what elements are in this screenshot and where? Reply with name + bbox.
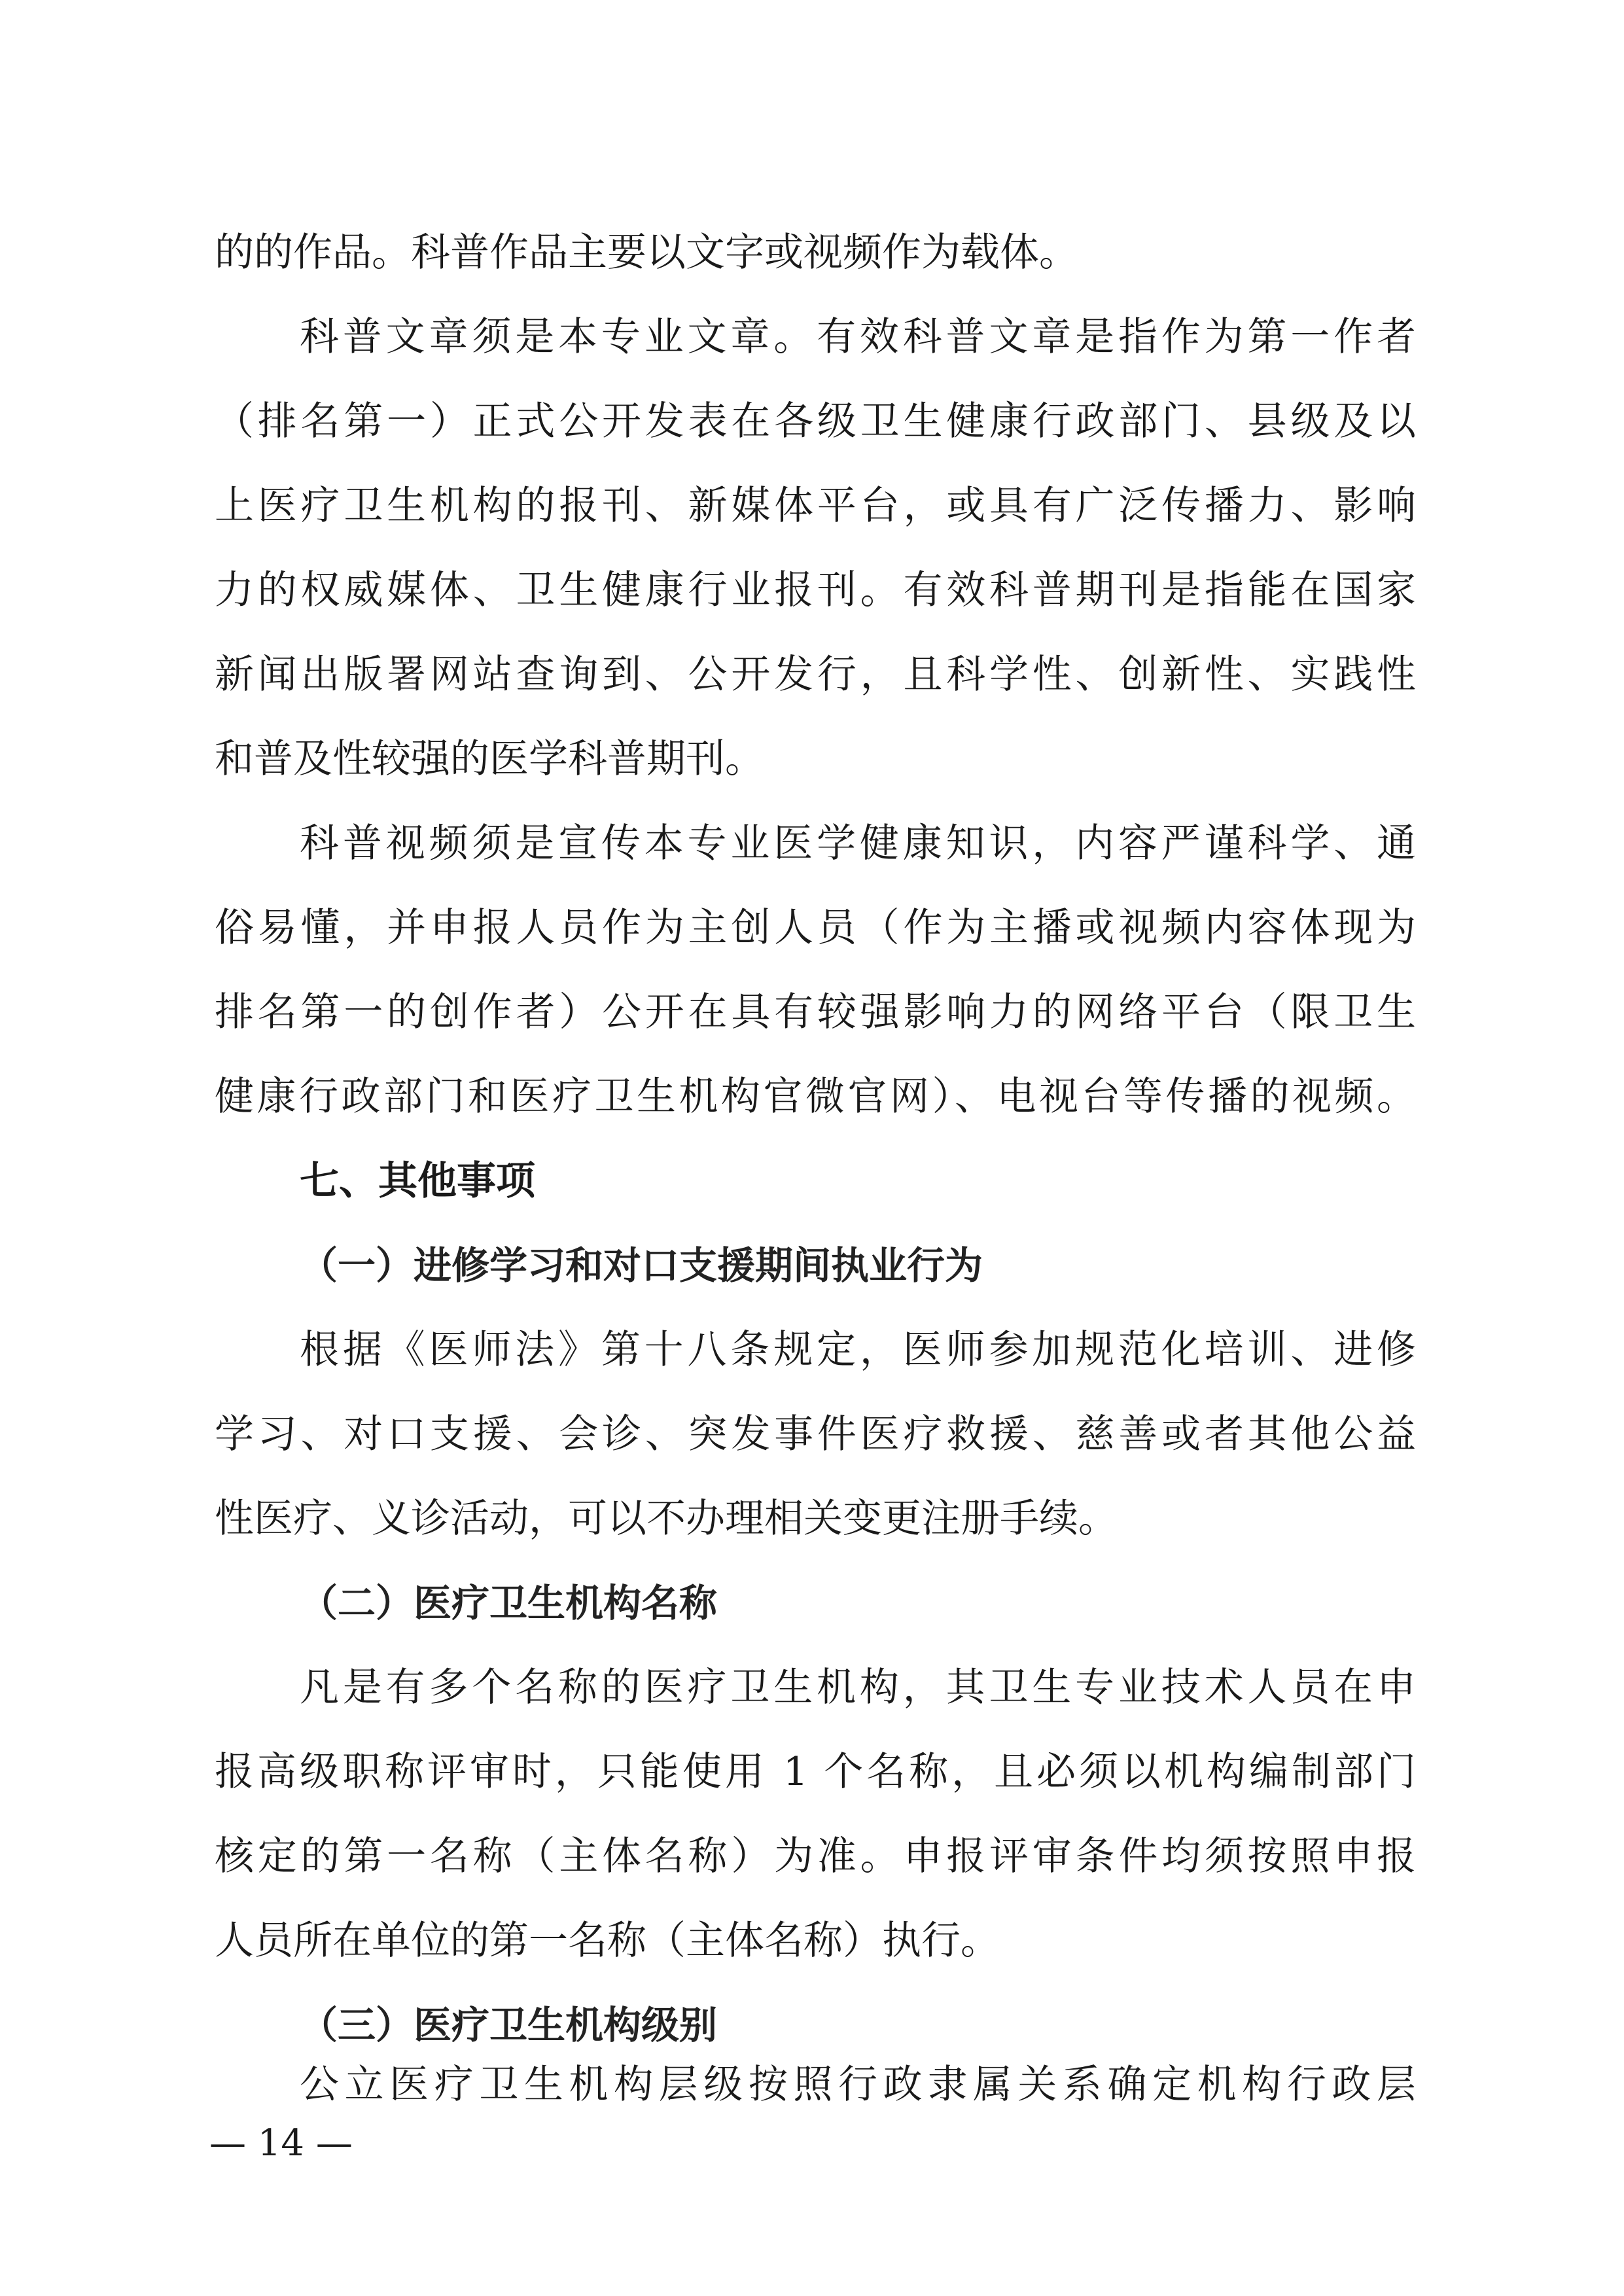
paragraph-line: 报高级职称评审时，只能使用 1 个名称，且必须以机构编制部门	[215, 1749, 1416, 1795]
paragraph-line: 科普视频须是宣传本专业医学健康知识，内容严谨科学、通	[300, 821, 1416, 866]
paragraph-line: 上医疗卫生机构的报刊、新媒体平台，或具有广泛传播力、影响	[215, 483, 1416, 529]
paragraph-line: 核定的第一名称（主体名称）为准。申报评审条件均须按照申报	[215, 1833, 1416, 1879]
paragraph-line: 和普及性较强的医学科普期刊。	[215, 736, 764, 782]
paragraph-line: 健康行政部门和医疗卫生机构官微官网）、电视台等传播的视频。	[215, 1074, 1416, 1120]
page-number: — 14 —	[209, 2122, 353, 2164]
paragraph-line: 性医疗、义诊活动，可以不办理相关变更注册手续。	[215, 1496, 1118, 1542]
paragraph-line: 凡是有多个名称的医疗卫生机构，其卫生专业技术人员在申	[300, 1665, 1416, 1710]
paragraph-line: 的的作品。科普作品主要以文字或视频作为载体。	[215, 230, 1078, 275]
paragraph-line: 公立医疗卫生机构层级按照行政隶属关系确定机构行政层	[300, 2062, 1416, 2108]
paragraph-line: 根据《医师法》第十八条规定，医师参加规范化培训、进修	[300, 1327, 1416, 1373]
paragraph-line: （排名第一）正式公开发表在各级卫生健康行政部门、县级及以	[215, 398, 1416, 444]
subsection-heading: （三）医疗卫生机构级别	[300, 2003, 718, 2047]
subsection-heading: （一）进修学习和对口支援期间执业行为	[300, 1243, 983, 1288]
paragraph-line: 科普文章须是本专业文章。有效科普文章是指作为第一作者	[300, 314, 1416, 360]
section-heading: 七、其他事项	[300, 1158, 535, 1204]
paragraph-line: 人员所在单位的第一名称（主体名称）执行。	[215, 1918, 1000, 1964]
paragraph-line: 排名第一的创作者）公开在具有较强影响力的网络平台（限卫生	[215, 989, 1416, 1035]
paragraph-line: 学习、对口支援、会诊、突发事件医疗救援、慈善或者其他公益	[215, 1411, 1416, 1457]
paragraph-line: 新闻出版署网站查询到、公开发行，且科学性、创新性、实践性	[215, 652, 1416, 698]
subsection-heading: （二）医疗卫生机构名称	[300, 1581, 718, 1625]
paragraph-line: 力的权威媒体、卫生健康行业报刊。有效科普期刊是指能在国家	[215, 567, 1416, 613]
paragraph-line: 俗易懂，并申报人员作为主创人员（作为主播或视频内容体现为	[215, 905, 1416, 951]
